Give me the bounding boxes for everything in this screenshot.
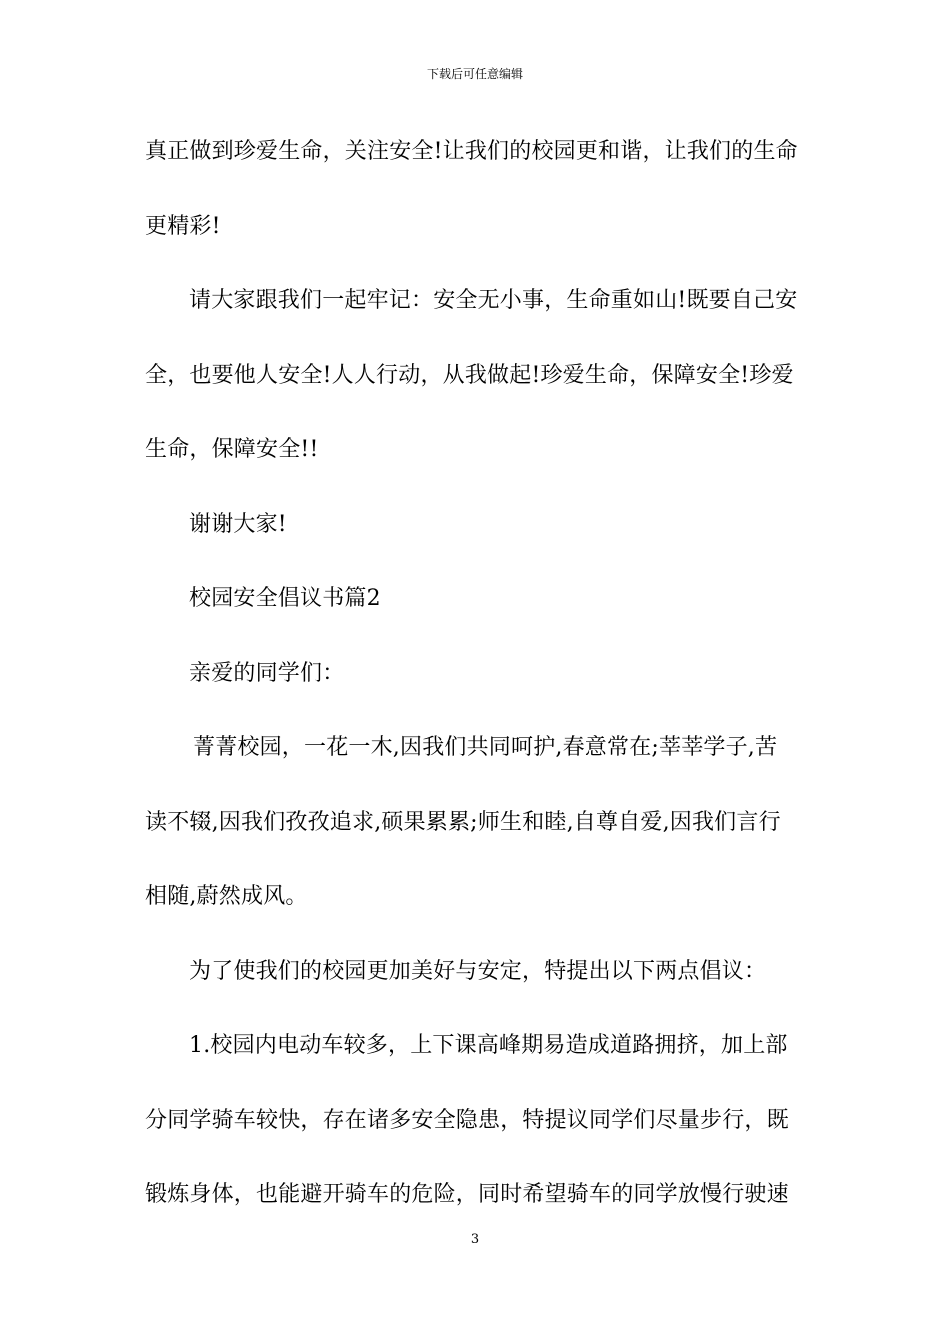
text-line: 生命，保障安全!!	[145, 437, 319, 462]
salutation: 亲爱的同学们：	[189, 660, 345, 686]
text-line: 锻炼身体，也能避开骑车的危险，同时希望骑车的同学放慢行驶速	[145, 1182, 789, 1207]
text-line: 为了使我们的校园更加美好与安定，特提出以下两点倡议：	[189, 958, 767, 984]
section-heading: 校园安全倡议书篇2	[189, 586, 381, 611]
text-line: 菁菁校园，一花一木,因我们共同呵护,春意常在;莘莘学子,苦	[193, 735, 778, 760]
header-note: 下载后可任意编辑	[426, 67, 523, 81]
text-line: 读不辍,因我们孜孜追求,硕果累累;师生和睦,自尊自爱,因我们言行	[145, 809, 781, 835]
page-number: 3	[470, 1232, 480, 1247]
list-item: 1.校园内电动车较多，上下课高峰期易造成道路拥挤，加上部	[189, 1033, 788, 1058]
text-line: 相随,蔚然成风。	[145, 884, 308, 909]
text-line: 真正做到珍爱生命，关注安全!让我们的校园更和谐，让我们的生命	[145, 139, 798, 164]
body-text	[145, 130, 807, 1248]
text-line: 谢谢大家!	[189, 511, 287, 537]
text-line: 请大家跟我们一起牢记：安全无小事，生命重如山!既要自己安	[189, 288, 798, 313]
text-line: 全，也要他人安全!人人行动，从我做起!珍爱生命，保障安全!珍爱	[145, 362, 794, 388]
text-line: 分同学骑车较快，存在诸多安全隐患，特提议同学们尽量步行，既	[145, 1107, 789, 1133]
text-line: 更精彩!	[145, 213, 221, 239]
